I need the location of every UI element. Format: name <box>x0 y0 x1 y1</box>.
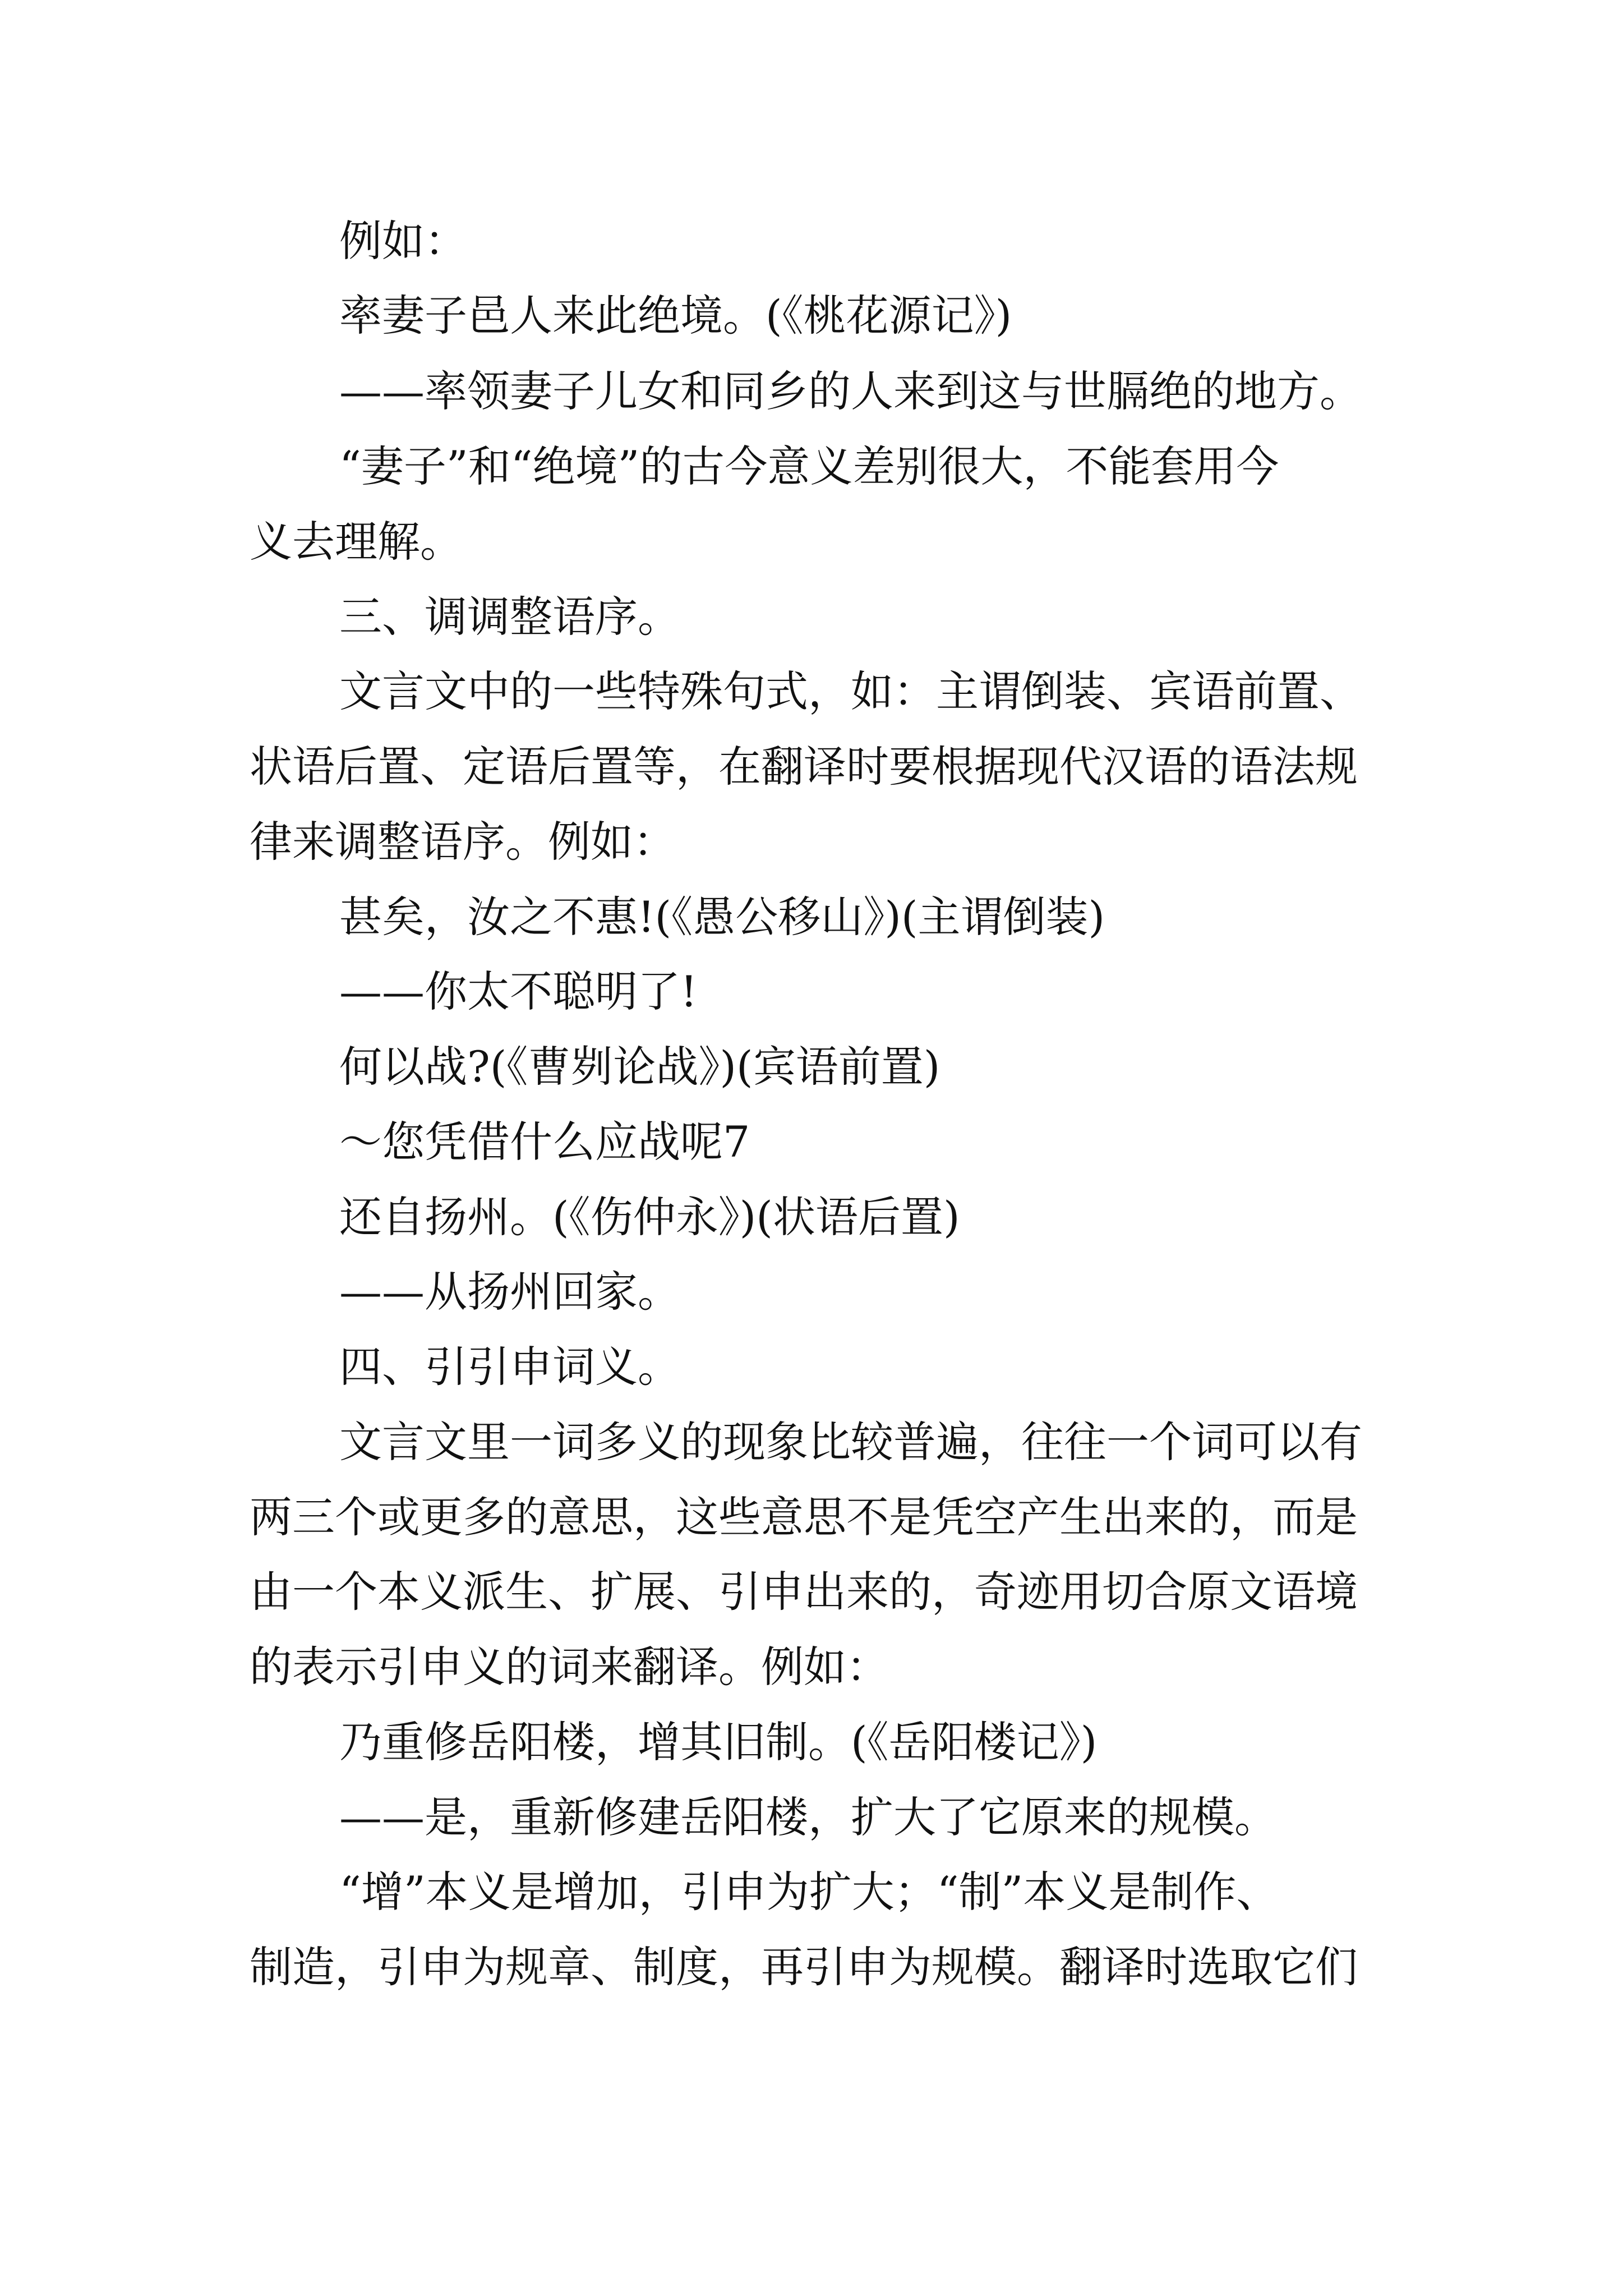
text-line: 例如： <box>339 216 467 266</box>
text-line: 制造，引申为规章、制度，再引申为规模。翻译时选取它们 <box>250 1942 1358 1992</box>
text-line: 两三个或更多的意思，这些意思不是凭空产生出来的，而是 <box>250 1492 1358 1542</box>
text-line: 的表示引申义的词来翻译。例如： <box>250 1642 889 1692</box>
text-line: ～您凭借什么应战呢7 <box>339 1117 750 1167</box>
text-line: 文言文里一词多义的现象比较普遍，往往一个词可以有 <box>339 1417 1362 1467</box>
text-line: 义去理解。 <box>250 517 463 567</box>
text-line: ——从扬州回家。 <box>339 1267 680 1317</box>
text-line: ——率领妻子儿女和同乡的人来到这与世膈绝的地方。 <box>339 366 1362 416</box>
text-line: ——是，重新修建岳阳楼，扩大了它原来的规模。 <box>339 1792 1277 1842</box>
text-line: “妻子”和“绝境”的古今意义差别很大，不能套用今 <box>339 441 1279 491</box>
section-heading: 四、引引申词义。 <box>339 1342 680 1392</box>
text-line: 文言文中的一些特殊句式，如：主谓倒装、宾语前置、 <box>339 666 1362 716</box>
text-line: 甚矣，汝之不惠!(《愚公移山》)(主谓倒装) <box>339 892 1105 942</box>
text-line: 由一个本义派生、扩展、引申出来的，奇迹用切合原文语境 <box>250 1567 1358 1617</box>
text-line: 状语后置、定语后置等，在翻译时要根据现代汉语的语法规 <box>250 742 1358 792</box>
text-line: 律来调整语序。例如： <box>250 817 676 867</box>
text-line: 乃重修岳阳楼，增其旧制。(《岳阳楼记》) <box>339 1717 1098 1767</box>
text-line: ——你太不聪明了! <box>339 967 698 1016</box>
text-line: 何以战?(《曹刿论战》)(宾语前置) <box>339 1042 940 1092</box>
text-line: 还自扬州。(《伤仲永》)(状语后置) <box>339 1192 960 1242</box>
text-line: “增”本义是增加，引申为扩大；“制”本义是制作、 <box>339 1867 1279 1917</box>
text-line: 率妻子邑人来此绝境。(《桃花源记》) <box>339 291 1012 341</box>
section-heading: 三、调调整语序。 <box>339 592 680 642</box>
